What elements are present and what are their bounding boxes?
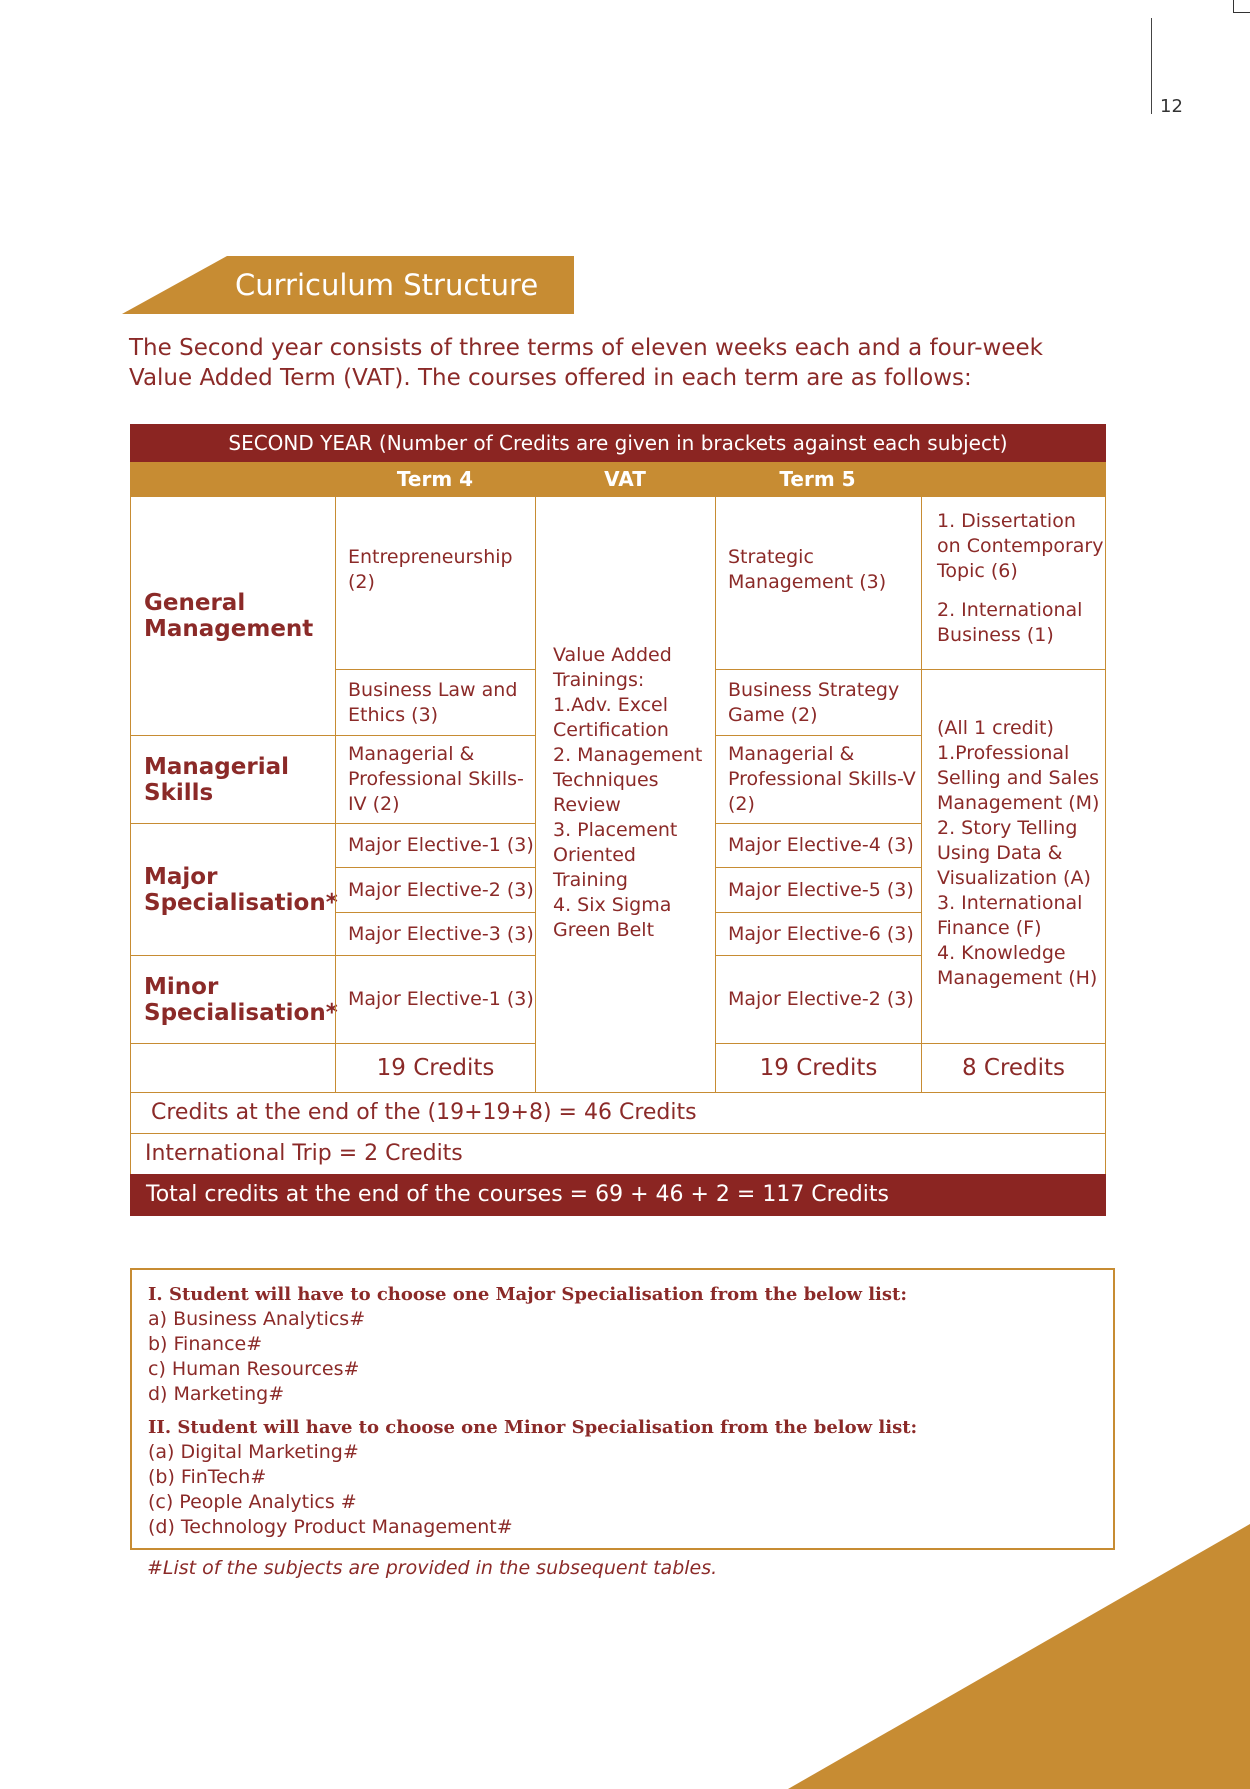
intro-line: The Second year consists of three terms of eleven weeks each and a four-week xyxy=(129,335,1043,361)
term6-international-business: 2. International Business (1) xyxy=(937,599,1083,646)
term6-electives-head: (All 1 credit) xyxy=(937,717,1054,739)
term5-minor-elective: Major Elective-2 (3) xyxy=(715,955,922,1044)
crop-mark xyxy=(1233,1771,1234,1789)
vat-line: 2. Management xyxy=(553,744,703,766)
vat-trainings xyxy=(535,496,716,1093)
list-item: d) Marketing# xyxy=(148,1383,285,1405)
crop-mark xyxy=(1233,12,1250,13)
section-title: Curriculum Structure xyxy=(235,268,539,302)
row-label-managerial-skills: Managerial Skills xyxy=(130,735,336,824)
row-label-general-management: General Management xyxy=(130,496,336,736)
term4-minor-elective: Major Elective-1 (3) xyxy=(335,955,536,1044)
term5-credits: 19 Credits xyxy=(715,1043,922,1093)
term4-major-elective-2: Major Elective-2 (3) xyxy=(335,867,536,913)
term6-electives xyxy=(921,669,1106,1044)
term6-credits: 8 Credits xyxy=(921,1043,1106,1093)
list-item: (a) Digital Marketing# xyxy=(148,1441,359,1463)
section-banner xyxy=(122,256,574,314)
term6-elective: 2. Story Telling Using Data & Visualization (A) xyxy=(937,817,1091,889)
intro-line: Value Added Term (VAT). The courses offered in each term are as follows: xyxy=(129,365,972,391)
term5-strategic-management: Strategic Management (3) xyxy=(715,496,922,670)
credits-end-row: Credits at the end of the (19+19+8) = 46 Credits xyxy=(130,1092,1106,1134)
header-vat: VAT xyxy=(604,467,646,491)
term6-dissertation: 1. Dissertation on Contemporary Topic (6) xyxy=(937,510,1104,582)
list-item: b) Finance# xyxy=(148,1333,263,1355)
vat-line: Review xyxy=(553,794,621,816)
crop-mark xyxy=(1233,1771,1250,1772)
vat-line: Green Belt xyxy=(553,919,655,941)
term5-major-elective-6: Major Elective-6 (3) xyxy=(715,912,922,956)
total-credits-row: Total credits at the end of the courses = 69 + 46 + 2 = 117 Credits xyxy=(130,1174,1106,1216)
term6-elective: 3. International Finance (F) xyxy=(937,892,1083,939)
term4-major-elective-1: Major Elective-1 (3) xyxy=(335,823,536,868)
curriculum-table xyxy=(130,424,1106,1220)
term5-business-strategy-game: Business Strategy Game (2) xyxy=(715,669,922,736)
list-item: c) Human Resources# xyxy=(148,1358,360,1380)
vat-line: Certification xyxy=(553,719,669,741)
vat-line: 3. Placement xyxy=(553,819,678,841)
list-item: (c) People Analytics # xyxy=(148,1491,357,1513)
minor-heading: II. Student will have to choose one Minor Specialisation from the below list: xyxy=(148,1417,918,1438)
term4-major-elective-3: Major Elective-3 (3) xyxy=(335,912,536,956)
term4-business-law: Business Law and Ethics (3) xyxy=(335,669,536,736)
header-term5: Term 5 xyxy=(779,467,856,491)
list-item: (d) Technology Product Management# xyxy=(148,1516,513,1538)
empty-cell xyxy=(130,1043,336,1093)
list-item: a) Business Analytics# xyxy=(148,1308,366,1330)
term5-major-elective-4: Major Elective-4 (3) xyxy=(715,823,922,868)
vat-line: 1.Adv. Excel xyxy=(553,694,669,716)
term5-major-elective-5: Major Elective-5 (3) xyxy=(715,867,922,913)
header-term4: Term 4 xyxy=(396,467,474,491)
footnote: #List of the subjects are provided in the subsequent tables. xyxy=(147,1557,718,1579)
term6-core-courses xyxy=(921,496,1106,670)
specialisation-notes xyxy=(130,1268,1115,1550)
row-label-major-specialisation: Major Specialisation* xyxy=(130,823,336,956)
page-number: 12 xyxy=(1160,96,1183,117)
vat-line: Training xyxy=(553,869,628,891)
term4-credits: 19 Credits xyxy=(335,1043,536,1093)
term6-elective: 4. Knowledge Management (H) xyxy=(937,942,1098,989)
international-trip-row: International Trip = 2 Credits xyxy=(130,1133,1106,1175)
term4-managerial-skills: Managerial & Professional Skills-IV (2) xyxy=(335,735,536,824)
major-heading: I. Student will have to choose one Major Specialisation from the below list: xyxy=(148,1284,907,1305)
crop-mark xyxy=(1233,0,1234,12)
table-title: SECOND YEAR (Number of Credits are given in brackets against each subject) xyxy=(130,424,1106,462)
term6-elective: 1.Professional Selling and Sales Management (M) xyxy=(937,742,1100,814)
term5-managerial-skills: Managerial & Professional Skills-V (2) xyxy=(715,735,922,824)
list-item: (b) FinTech# xyxy=(148,1466,267,1488)
vat-line: Oriented xyxy=(553,844,636,866)
vat-line: Trainings: xyxy=(553,669,645,691)
vat-line: Value Added xyxy=(553,644,672,666)
vat-line: 4. Six Sigma xyxy=(553,894,672,916)
intro-paragraph xyxy=(129,333,1129,393)
vat-line: Techniques xyxy=(553,769,659,791)
term4-entrepreneurship: Entrepreneurship (2) xyxy=(335,496,536,670)
page-number-divider xyxy=(1151,18,1152,114)
row-label-minor-specialisation: Minor Specialisation* xyxy=(130,955,336,1044)
